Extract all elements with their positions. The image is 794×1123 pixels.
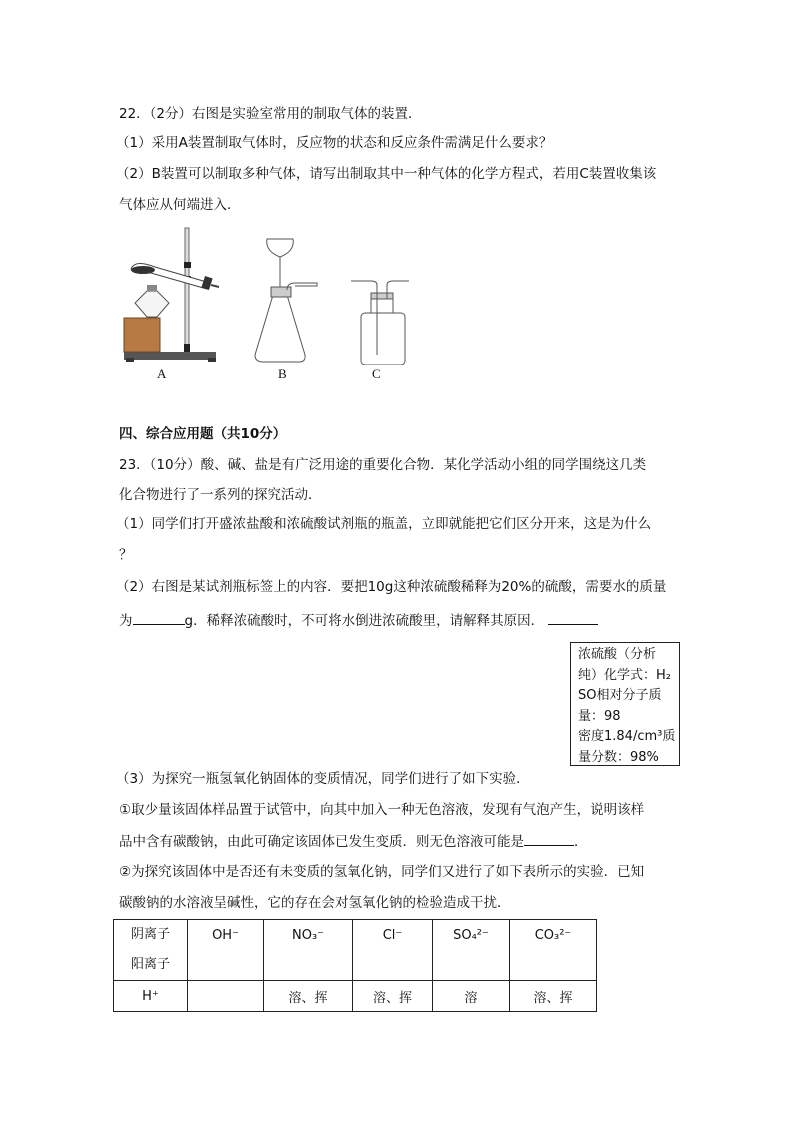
apparatus-figure bbox=[115, 225, 425, 365]
label-line: 量分数：98% bbox=[578, 749, 659, 765]
cation-cell: H⁺ bbox=[114, 981, 188, 1012]
q23-part2: （2）右图是某试剂瓶标签上的内容．要把10g这种浓硫酸稀释为20%的硫酸，需要水的质量 bbox=[116, 579, 667, 595]
table-cell: 溶、挥 bbox=[264, 981, 353, 1012]
anion-cell: Cl⁻ bbox=[353, 920, 433, 981]
q23-part3: （3）为探究一瓶氢氧化钠固体的变质情况，同学们进行了如下实验． bbox=[116, 771, 530, 787]
apparatus-c bbox=[351, 281, 409, 365]
section-title: 四、综合应用题（共10分） bbox=[119, 426, 287, 442]
q23-stem: 23．（10分）酸、碱、盐是有广泛用途的重要化合物．某化学活动小组的同学围绕这几类 bbox=[119, 457, 647, 473]
q22-stem: 22．（2分）右图是实验室常用的制取气体的装置． bbox=[119, 106, 422, 122]
table-cell: 溶 bbox=[433, 981, 510, 1012]
solubility-table bbox=[113, 919, 597, 1012]
cation-header: 阳离子 bbox=[130, 957, 170, 972]
q23-part2-prefix: 为 bbox=[119, 613, 133, 629]
reagent-label bbox=[570, 642, 680, 766]
anion-cell: NO₃⁻ bbox=[264, 920, 353, 981]
table-corner bbox=[114, 920, 188, 981]
figure-label-a: A bbox=[157, 366, 167, 381]
label-line: SO相对分子质 bbox=[578, 688, 662, 703]
q23-part1-cont: ？ bbox=[119, 547, 133, 563]
q23-part2-text: g．稀释浓硫酸时，不可将水倒进浓硫酸里，请解释其原因． bbox=[184, 613, 545, 629]
apparatus-a bbox=[124, 228, 219, 362]
q22-part2-cont: 气体应从何端进入． bbox=[119, 197, 241, 213]
apparatus-b bbox=[255, 239, 317, 362]
answer-blank-water-mass[interactable] bbox=[133, 610, 185, 625]
answer-blank-reason[interactable] bbox=[548, 610, 598, 625]
table-cell: 溶、挥 bbox=[510, 981, 597, 1012]
q23-stem-cont: 化合物进行了一系列的探究活动． bbox=[119, 487, 322, 503]
period: ． bbox=[574, 834, 588, 850]
q23-step1: ①取少量该固体样品置于试管中，向其中加入一种无色溶液，发现有气泡产生，说明该样 bbox=[119, 802, 645, 818]
table-row bbox=[114, 981, 597, 1012]
label-line: 浓硫酸（分析 bbox=[578, 647, 657, 662]
label-line: 纯）化学式：H₂ bbox=[578, 667, 671, 683]
label-line: 密度1.84/cm³质 bbox=[578, 729, 676, 744]
table-cell bbox=[188, 981, 264, 1012]
anion-cell: SO₄²⁻ bbox=[433, 920, 510, 981]
q23-step2-cont: 碳酸钠的水溶液呈碱性，它的存在会对氢氧化钠的检验造成干扰． bbox=[119, 895, 511, 911]
label-line: 量：98 bbox=[578, 708, 621, 724]
q23-step1-cont: 品中含有碳酸钠，由此可确定该固体已发生变质．则无色溶液可能是 bbox=[119, 834, 524, 850]
q22-part2: （2）B装置可以制取多种气体，请写出制取其中一种气体的化学方程式，若用C装置收集该 bbox=[116, 166, 657, 182]
q23-step2: ②为探究该固体中是否还有未变质的氢氧化钠，同学们又进行了如下表所示的实验．已知 bbox=[119, 864, 645, 880]
anion-header: 阴离子 bbox=[130, 927, 170, 942]
q23-part1: （1）同学们打开盛浓盐酸和浓硫酸试剂瓶的瓶盖，立即就能把它们区分开来，这是为什么 bbox=[116, 516, 652, 532]
figure-label-c: C bbox=[372, 366, 381, 381]
table-cell: 溶、挥 bbox=[353, 981, 433, 1012]
table-header-row bbox=[114, 920, 597, 981]
anion-cell: CO₃²⁻ bbox=[510, 920, 597, 981]
q22-part1: （1）采用A装置制取气体时，反应物的状态和反应条件需满足什么要求？ bbox=[116, 135, 553, 151]
answer-blank-solution[interactable] bbox=[524, 831, 574, 846]
figure-label-b: B bbox=[278, 366, 287, 381]
anion-cell: OH⁻ bbox=[188, 920, 264, 981]
